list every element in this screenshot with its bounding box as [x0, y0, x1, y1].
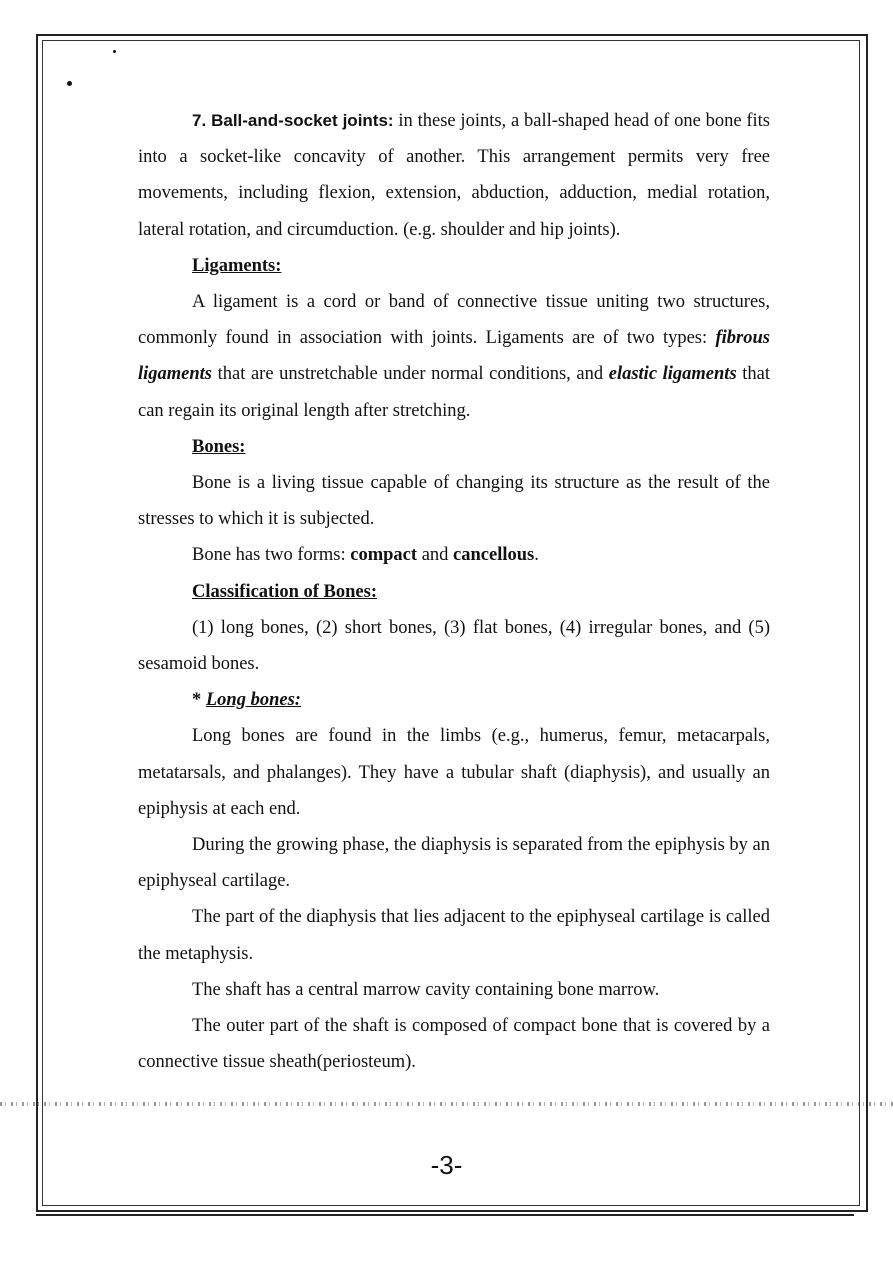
scan-artifact-line — [0, 1102, 893, 1106]
document-body — [138, 103, 770, 1080]
heading-ligaments: Ligaments: — [192, 255, 282, 276]
paragraph-text: Bone has two forms: — [192, 545, 351, 566]
term-compact: compact — [350, 545, 418, 566]
bullet-star: * — [192, 690, 206, 711]
paragraph-periosteum: The outer part of the shaft is composed of compact bone that is covered by a connective tissue sheath(periosteum). — [138, 1016, 770, 1073]
paragraph-marrow: The shaft has a central marrow cavity containing bone marrow. — [192, 979, 660, 1000]
paragraph-text: that can regain its original length after stretching. — [138, 364, 770, 421]
paragraph-long-bones: Long bones are found in the limbs (e.g., humerus, femur, metacarpals, metatarsals, and phalanges). They have a tubular shaft (diaphysis), and usually an epiphysis at each end. — [138, 726, 770, 819]
term-elastic: elastic ligaments — [608, 364, 737, 385]
paragraph-growing-phase: During the growing phase, the diaphysis is separated from the epiphysis by an epiphyseal cartilage. — [138, 835, 771, 892]
heading-bones: Bones: — [192, 436, 246, 457]
heading-classification: Classification of Bones: — [192, 581, 377, 602]
paragraph-ligaments — [138, 284, 770, 429]
paragraph-metaphysis: The part of the diaphysis that lies adjacent to the epiphyseal cartilage is called the metaphysis. — [138, 907, 770, 964]
paragraph-bone-forms — [138, 537, 770, 573]
heading-long-bones — [192, 682, 770, 718]
term-cancellous: cancellous — [453, 545, 535, 566]
paragraph-text: A ligament is a cord or band of connective tissue uniting two structures, commonly found in association with joints. Ligaments are of two types: — [138, 292, 770, 349]
paragraph-lead: 7. Ball-and-socket joints: — [192, 111, 394, 130]
paragraph-text: and — [417, 545, 454, 566]
paragraph-text: that are unstretchable under normal conditions, and — [212, 364, 609, 385]
paragraph-text: in these joints, a ball-shaped head of one bone fits into a socket-like concavity of another. This arrangement permits very free movements, including flexion, extension, abduction, adduction, medial rotation, lateral rotation, and circumduction. (e.g. shoulder and hip joints). — [138, 111, 771, 240]
paragraph-bone-tissue: Bone is a living tissue capable of changing its structure as the result of the stresses to which it is subjected. — [138, 473, 770, 530]
paragraph-ball-socket — [138, 103, 770, 248]
paragraph-classification: (1) long bones, (2) short bones, (3) flat bones, (4) irregular bones, and (5) sesamoid bones. — [138, 617, 770, 675]
term-fibrous: fibrous ligaments — [138, 328, 770, 385]
scan-speck — [67, 81, 72, 86]
paragraph-text: . — [534, 545, 539, 566]
heading-long-bones-label: Long bones: — [205, 690, 301, 711]
page-number: -3- — [430, 1150, 463, 1180]
page-border-bottom — [36, 1214, 854, 1216]
scan-speck — [113, 50, 116, 53]
